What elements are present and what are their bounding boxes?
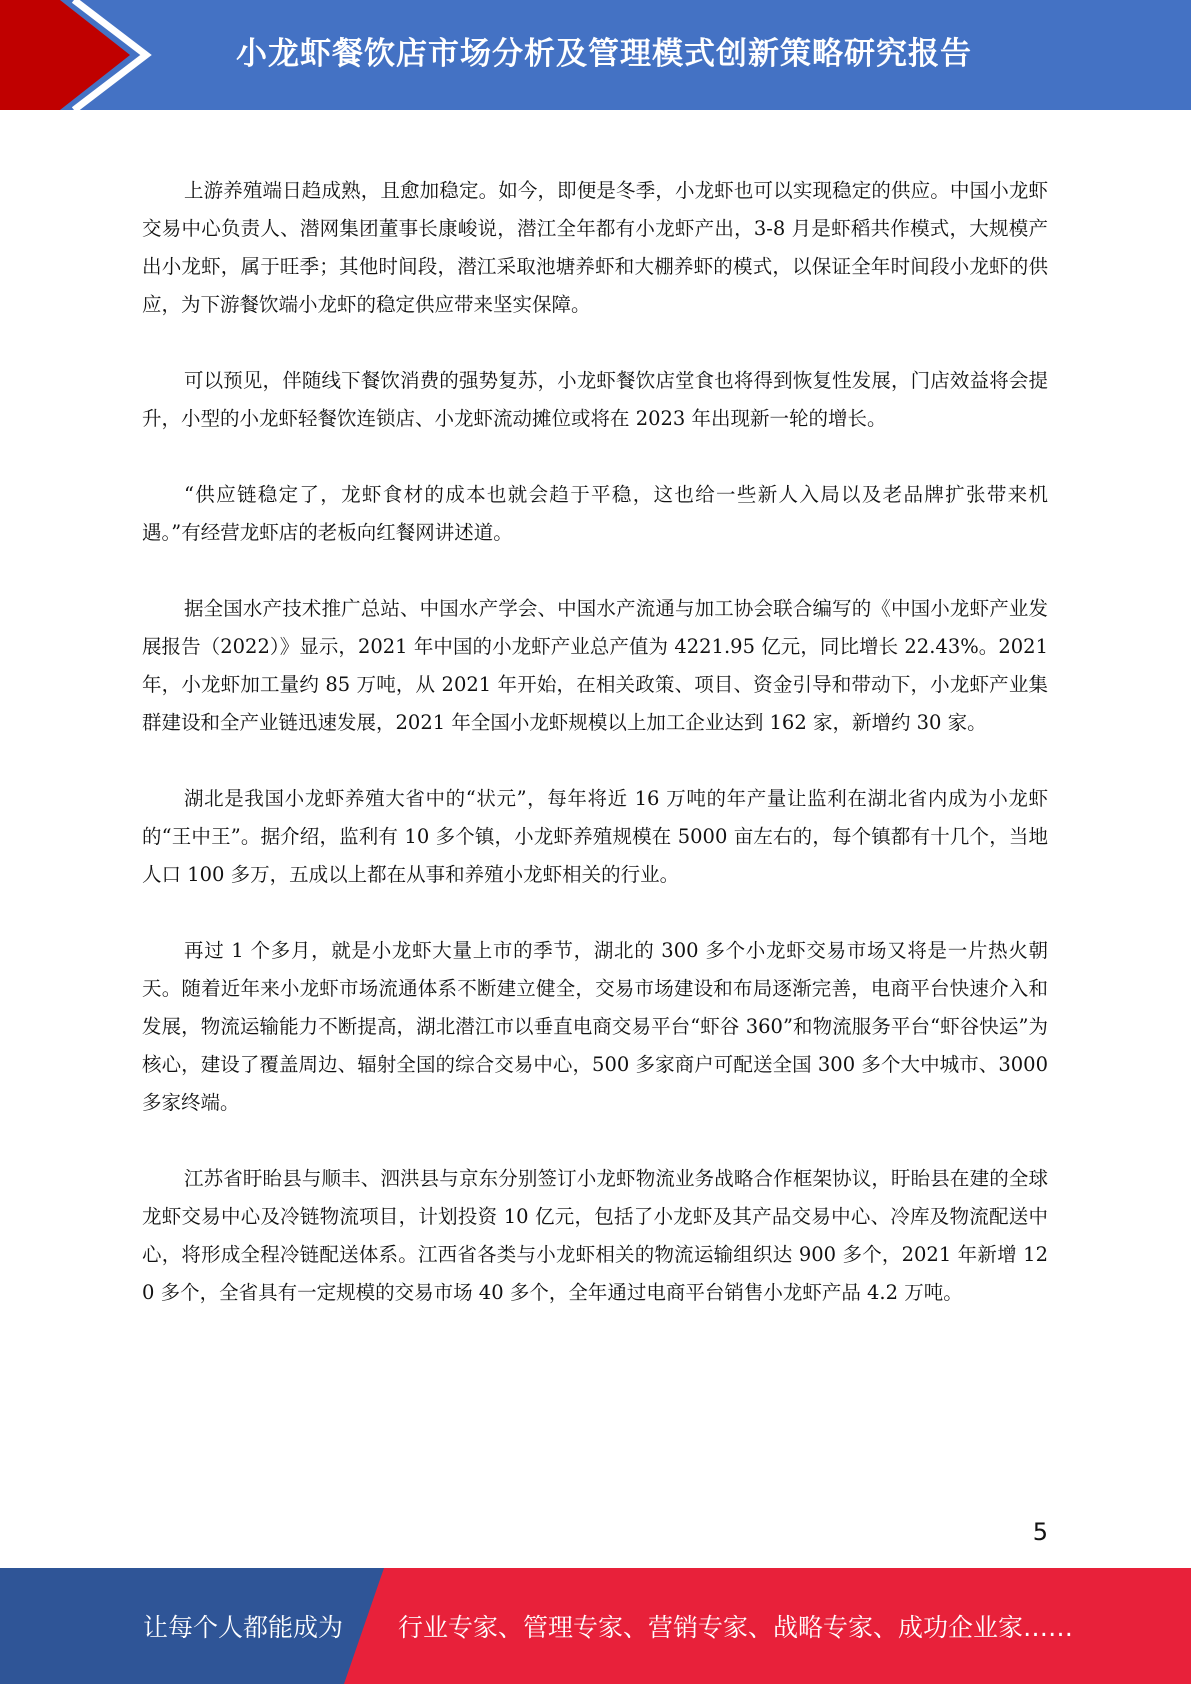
paragraph-1: 上游养殖端日趋成熟，且愈加稳定。如今，即便是冬季，小龙虾也可以实现稳定的供应。中国小龙虾交易中心负责人、潜网集团董事长康峻说，潜江全年都有小龙虾产出，3-8 月是虾稻共作模式，大规模产出小龙虾，属于旺季；其他时间段，潜江采取池塘养虾和大棚养虾的模式，以保证全年时间段小龙虾的供应，为下游餐饮端小龙虾的稳定供应带来坚实保障。	[142, 179, 1048, 316]
paragraph-3: “供应链稳定了，龙虾食材的成本也就会趋于平稳，这也给一些新人入局以及老品牌扩张带来机遇。”有经营龙虾店的老板向红餐网讲述道。	[142, 483, 1048, 544]
header-red-arrow	[0, 0, 130, 110]
paragraph-6: 再过 1 个多月，就是小龙虾大量上市的季节，湖北的 300 多个小龙虾交易市场又将是一片热火朝天。随着近年来小龙虾市场流通体系不断建立健全，交易市场建设和布局逐渐完善，电商平台快速介入和发展，物流运输能力不断提高，湖北潜江市以垂直电商交易平台“虾谷 360”和物流服务平台“虾谷快运”为核心，建设了覆盖周边、辐射全国的综合交易中心，500 多家商户可配送全国 300 多个大中城市、3000 多家终端。	[142, 939, 1048, 1114]
paragraph-5: 湖北是我国小龙虾养殖大省中的“状元”，每年将近 16 万吨的年产量让监利在湖北省内成为小龙虾的“王中王”。据介绍，监利有 10 多个镇，小龙虾养殖规模在 5000 亩左右的，每个镇都有十几个，当地人口 100 多万，五成以上都在从事和养殖小龙虾相关的行业。	[142, 787, 1048, 886]
footer-slogan-right: 行业专家、管理专家、营销专家、战略专家、成功企业家……	[398, 1613, 1074, 1642]
page-footer	[0, 1568, 1191, 1684]
paragraph-4: 据全国水产技术推广总站、中国水产学会、中国水产流通与加工协会联合编写的《中国小龙虾产业发展报告（2022）》显示，2021 年中国的小龙虾产业总产值为 4221.95 亿元，同比增长 22.43%。2021 年，小龙虾加工量约 85 万吨，从 2021 年开始，在相关政策、项目、资金引导和带动下，小龙虾产业集群建设和全产业链迅速发展，2021 年全国小龙虾规模以上加工企业达到 162 家，新增约 30 家。	[142, 597, 1048, 734]
report-title: 小龙虾餐饮店市场分析及管理模式创新策略研究报告	[236, 36, 972, 72]
paragraph-2: 可以预见，伴随线下餐饮消费的强势复苏，小龙虾餐饮店堂食也将得到恢复性发展，门店效益将会提升，小型的小龙虾轻餐饮连锁店、小龙虾流动摊位或将在 2023 年出现新一轮的增长。	[142, 369, 1048, 430]
paragraph-7: 江苏省盱眙县与顺丰、泗洪县与京东分别签订小龙虾物流业务战略合作框架协议，盱眙县在建的全球龙虾交易中心及冷链物流项目，计划投资 10 亿元，包括了小龙虾及其产品交易中心、冷库及物流配送中心，将形成全程冷链配送体系。江西省各类与小龙虾相关的物流运输组织达 900 多个，2021 年新增 120 多个，全省具有一定规模的交易市场 40 多个，全年通过电商平台销售小龙虾产品 4.2 万吨。	[142, 1167, 1048, 1304]
footer-slogan-left: 让每个人都能成为	[143, 1613, 344, 1642]
body-text	[142, 172, 1048, 1350]
header-arrow-decoration	[0, 0, 160, 110]
page-header	[0, 0, 1191, 110]
page-number: 5	[1032, 1518, 1048, 1546]
